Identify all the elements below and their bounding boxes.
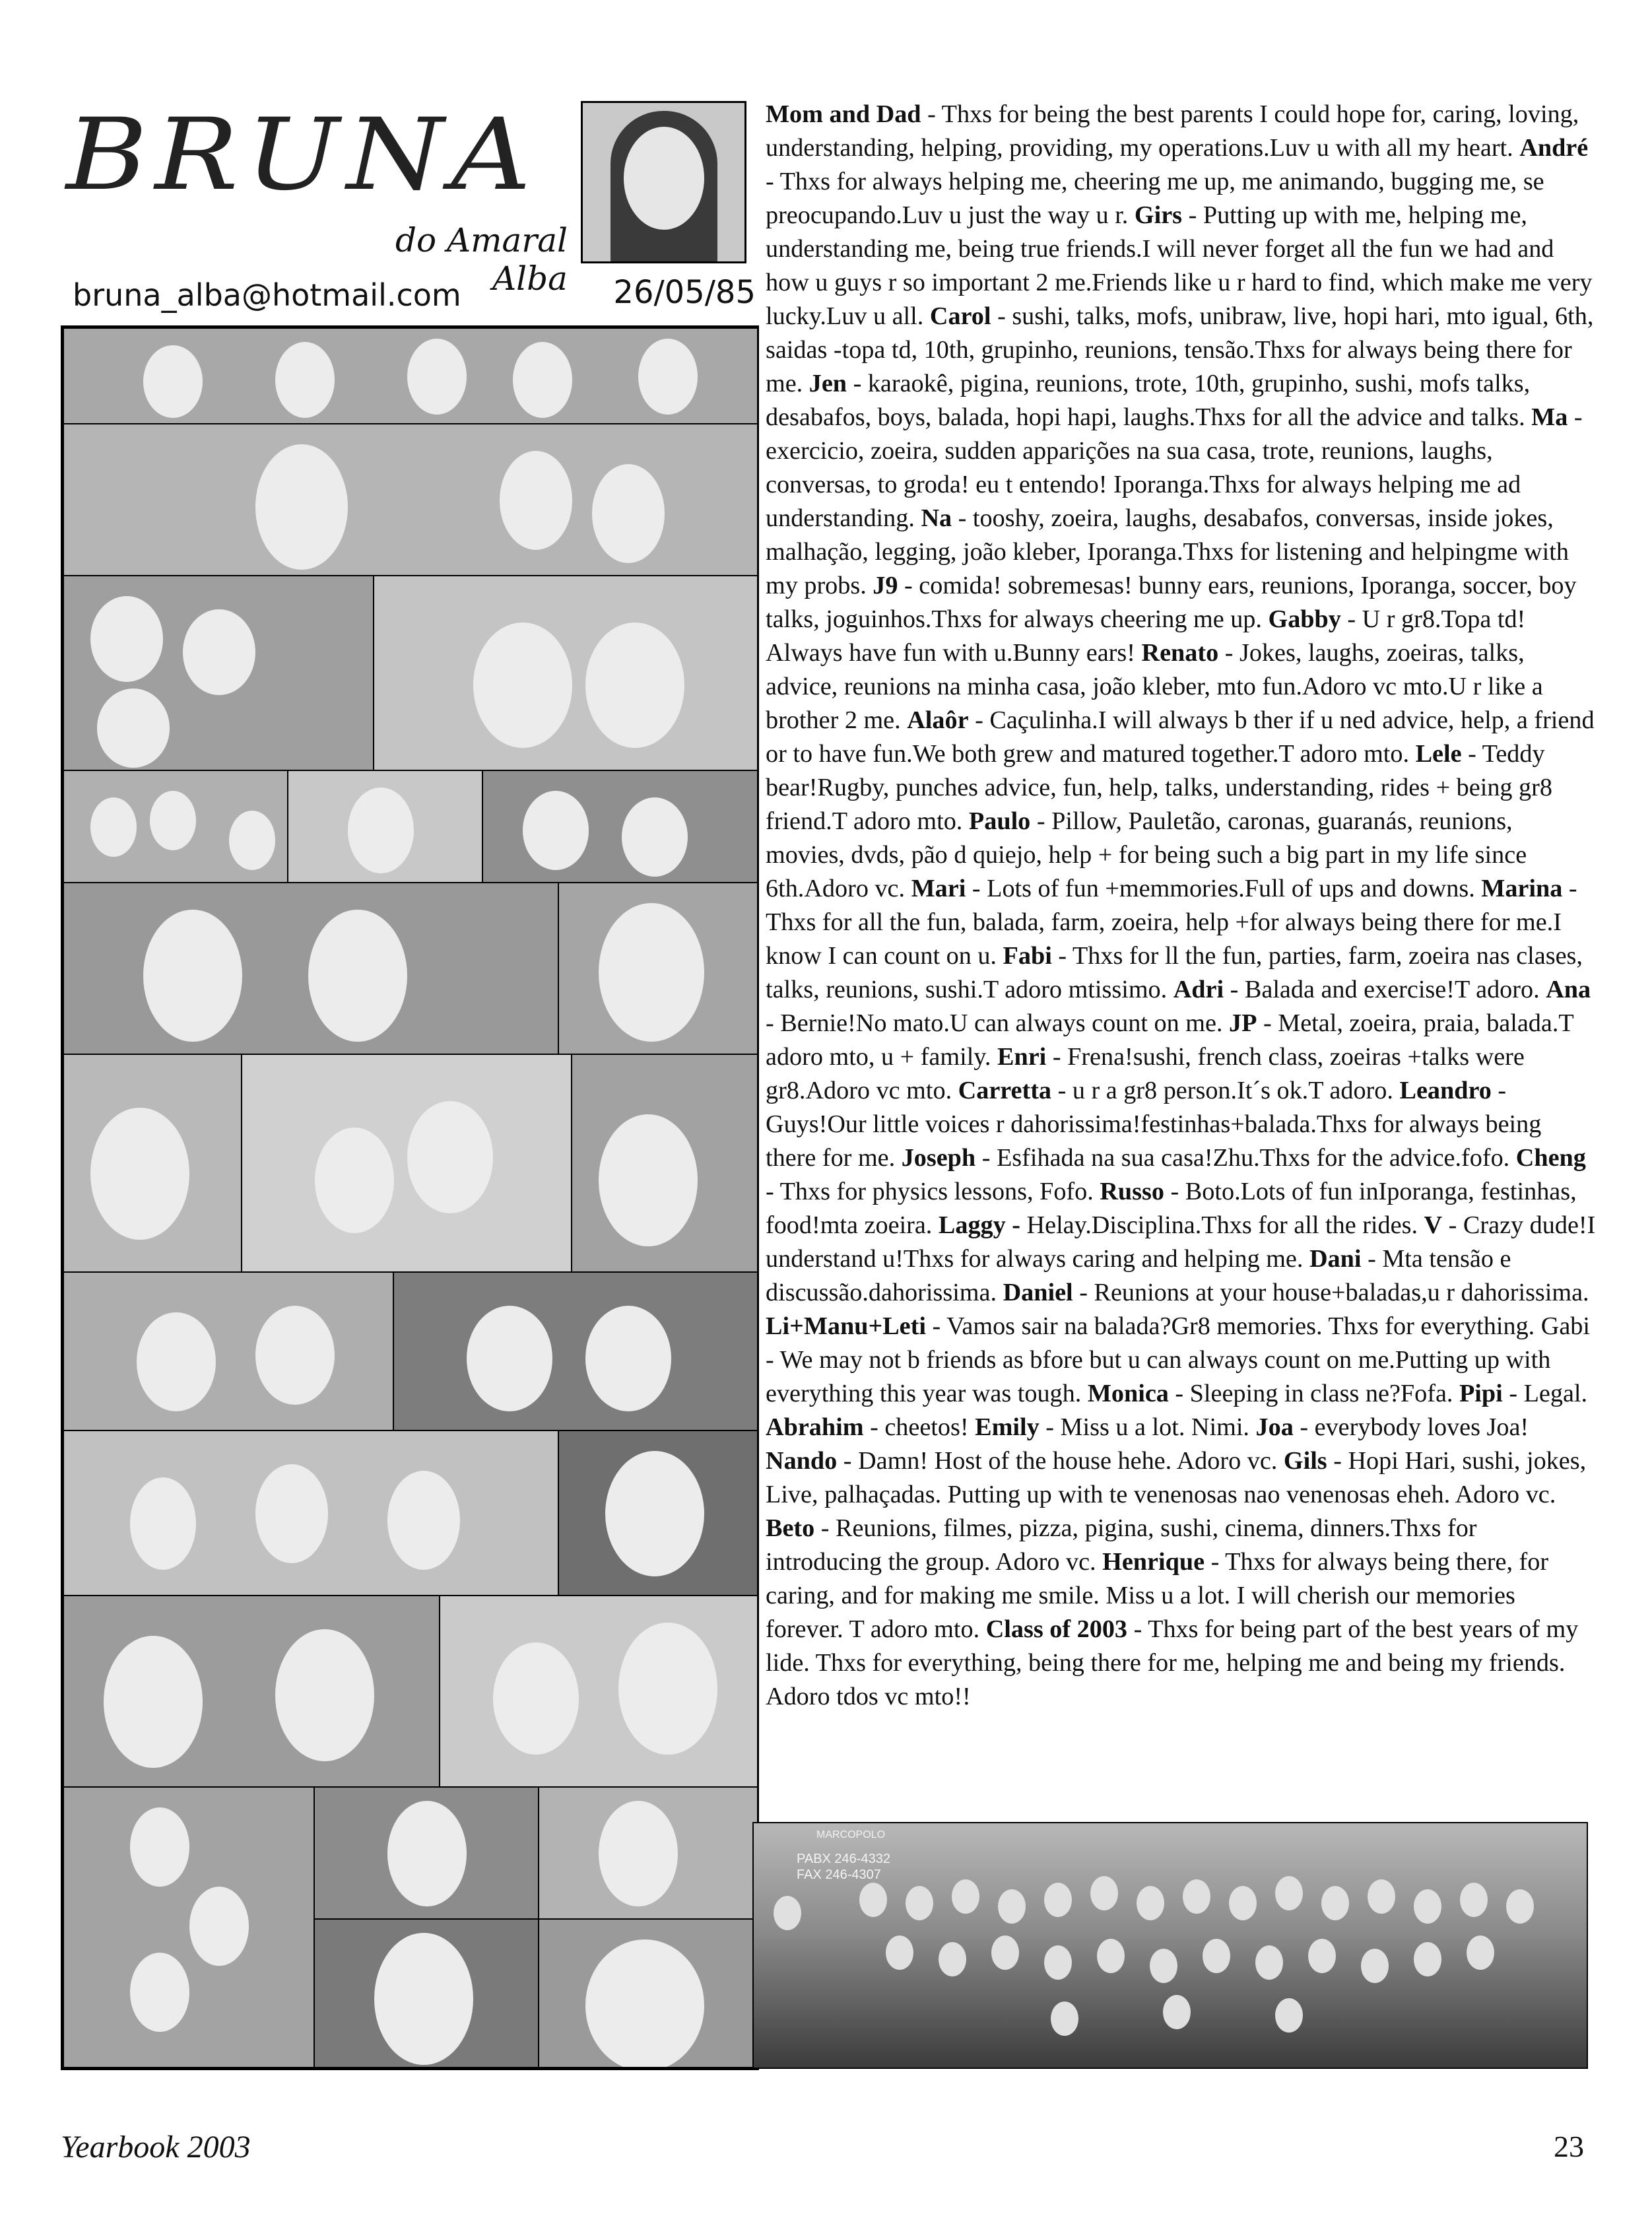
bio-entry-name: Na (921, 504, 952, 532)
bio-entry-name: Emily (975, 1413, 1040, 1441)
collage-photo (287, 770, 484, 885)
bio-entry-name: Li+Manu+Leti (766, 1312, 926, 1340)
bio-entry-name: Adri (1173, 976, 1224, 1003)
bio-entry-name: André (1519, 134, 1589, 162)
bio-entry-text: - Thxs for all the fun, balada, farm, zoeira, help +for always being there for me.I know I can count on u. (766, 875, 1577, 970)
bio-entry-name: Mom and Dad (766, 100, 921, 128)
bio-entry-text: - Thxs for always helping me, cheering me up, me animando, bugging me, se preocupando.Luv u just the way u r. (766, 168, 1544, 229)
bio-entry-text: Helay.Disciplina.Thxs for all the rides. (1020, 1211, 1424, 1239)
bio-entry-text: - Thxs for being part of the best years of my lide. Thxs for everything, being there for me, helping me and being my friends. Adoro tdos vc mto!! (766, 1615, 1579, 1710)
bio-entry-text: - karaokê, pigina, reunions, trote, 10th, grupinho, sushi, mofs talks, desabafos, boys, balada, hopi hapi, laughs.Thxs for all the advice and talks. (766, 370, 1532, 431)
bio-entry-name: Dani (1309, 1245, 1362, 1273)
bio-entry-name: Monica (1087, 1380, 1169, 1407)
bio-entry-name: Girs (1134, 201, 1183, 229)
bio-entry-name: Class of 2003 (985, 1615, 1128, 1643)
bio-entry-text: - Reunions at your house+baladas,u r dahorissima. (1073, 1279, 1589, 1306)
collage-photo (63, 882, 560, 1056)
bio-entry-text: - Guys!Our little voices r dahorissima!festinhas+balada.Thxs for always being there for me. (766, 1077, 1542, 1172)
bio-entry-name: Laggy - (938, 1211, 1020, 1239)
bio-entry-text: - Thxs for being the best parents I could hope for, caring, loving, understanding, helping, providing, my operations.Luv u with all my heart. (766, 100, 1579, 162)
bio-entry-name: Gils (1283, 1447, 1327, 1475)
bio-entry-name: Cheng (1515, 1144, 1586, 1172)
bio-entry-text: - Thxs for always being there, for caring, and for making me smile. Miss u a lot. I will cherish our memories forever. T adoro mto. (766, 1548, 1549, 1643)
bio-entry-text: - Pillow, Pauletão, caronas, guaranás, reunions, movies, dvds, pão d quiejo, help + for being such a big part in my life since 6th.Adoro vc. (766, 807, 1527, 902)
bio-text (766, 98, 1597, 1827)
bio-entry-name: Russo (1100, 1178, 1164, 1205)
bio-entry-name: Marina (1481, 875, 1563, 902)
collage-photo (558, 882, 758, 1056)
collage-photo (482, 770, 758, 885)
collage-photo (314, 1786, 541, 1921)
bio-entry-text: - Caçulinha.I will always b ther if u ned advice, help, a friend or to have fun.We both grew and matured together.T adoro mto. (766, 706, 1595, 768)
bio-entry-name: V (1424, 1211, 1443, 1239)
collage-photo (538, 1918, 758, 2068)
bio-entry-name: Lele (1415, 740, 1462, 768)
class-group-photo (752, 1822, 1588, 2069)
bio-entry-name: Gabby (1268, 605, 1341, 633)
collage-photo (241, 1054, 574, 1274)
collage-photo (63, 327, 758, 426)
bio-entry-text: - exercicio, zoeira, sudden apparições na sua casa, trote, reunions, laughs, conversas, to groda! eu t entendo! Iporanga.Thxs for always helping me ad understanding. (766, 403, 1583, 532)
collage-photo (63, 575, 376, 772)
bio-entry-name: Renato (1141, 639, 1219, 667)
bio-entry-name: J9 (873, 572, 898, 599)
photo-collage (61, 325, 759, 2070)
bio-entry-text: - Vamos sair na balada?Gr8 memories. Thxs for everything. Gabi - We may not b friends as bfore but u can always count on me.Putting up with everything this year was tough. (766, 1312, 1591, 1407)
bio-entry-text: - Putting up with me, helping me, understanding me, being true friends.I will never forget all the fun we had and how u guys r so important 2 me.Friends like u r hard to find, which make me very lucky.Luv u all. (766, 201, 1593, 330)
bio-entry-text: - Legal. (1502, 1380, 1588, 1407)
collage-photo (63, 423, 758, 578)
bio-entry-text: - u r a gr8 person.It´s ok.T adoro. (1051, 1077, 1400, 1104)
bio-entry-name: Carol (929, 302, 991, 330)
bio-entry-name: Fabi (1003, 942, 1052, 970)
bio-entry-name: Daniel (1003, 1279, 1073, 1306)
bio-entry-text: - Esfihada na sua casa!Zhu.Thxs for the advice.fofo. (975, 1144, 1516, 1172)
email-address: bruna_alba@hotmail.com (73, 277, 461, 313)
bio-entry-text: - Sleeping in class ne?Fofa. (1168, 1380, 1459, 1407)
bio-entry-name: Abrahim (766, 1413, 864, 1441)
bio-entry-text: - everybody loves Joa! (1293, 1413, 1529, 1441)
bio-entry-name: Jen (809, 370, 847, 397)
bio-entry-text: - Frena!sushi, french class, zoeiras +talks were gr8.Adoro vc mto. (766, 1043, 1525, 1104)
bio-entry-name: Alaôr (907, 706, 969, 734)
bio-entry-name: Beto (766, 1514, 815, 1542)
collage-photo (63, 1430, 560, 1598)
bio-entry-text: - Jokes, laughs, zoeiras, talks, advice, reunions na minha casa, joão kleber, mto fun.Adoro vc mto.U r like a brother 2 me. (766, 639, 1543, 734)
collage-photo (63, 1786, 316, 2068)
collage-photo (63, 1595, 442, 1789)
page-number: 23 (1554, 2130, 1584, 2163)
bio-entry-name: Ana (1546, 976, 1591, 1003)
bio-entry-text: - tooshy, zoeira, laughs, desabafos, conversas, inside jokes, malhação, legging, joão kleber, Iporanga.Thxs for listening and helpingme with my probs. (766, 504, 1569, 599)
bio-entry-name: Enri (997, 1043, 1047, 1071)
bio-entry-name: Mari (911, 875, 966, 902)
bio-entry-text: - sushi, talks, mofs, unibraw, live, hopi hari, mto igual, 6th, saidas -topa td, 10th, grupinho, reunions, tensão.Thxs for always being there for me. (766, 302, 1594, 397)
publication-name: Yearbook 2003 (61, 2130, 251, 2165)
bio-entry-text: - Crazy dude!I understand u!Thxs for always caring and helping me. (766, 1211, 1596, 1273)
bio-entry-name: Ma (1531, 403, 1568, 431)
collage-photo (63, 770, 290, 885)
bio-entry-text: - Lots of fun +memmories.Full of ups and downs. (966, 875, 1482, 902)
bio-entry-name: Nando (766, 1447, 838, 1475)
bio-entry-text: - Balada and exercise!T adoro. (1224, 976, 1546, 1003)
bio-entry-text: - Hopi Hari, sushi, jokes, Live, palhaçadas. Putting up with te venenosas nao venenosas eheh. Adoro vc. (766, 1447, 1587, 1508)
bio-entry-text: - cheetos! (863, 1413, 975, 1441)
bio-entry-text: - Damn! Host of the house hehe. Adoro vc. (837, 1447, 1284, 1475)
collage-photo (373, 575, 758, 772)
collage-photo (63, 1054, 244, 1274)
bio-entry-text: - Teddy bear!Rugby, punches advice, fun, help, talks, understanding, rides + being gr8 friend.T adoro mto. (766, 740, 1552, 835)
bio-entry-text: - Reunions, filmes, pizza, pigina, sushi, cinema, dinners.Thxs for introducing the group. Adoro vc. (766, 1514, 1477, 1576)
bio-entry-text: - Mta tensão e discussão.dahorissima. (766, 1245, 1511, 1306)
bio-entry-text: - Thxs for physics lessons, Fofo. (766, 1178, 1100, 1205)
bio-entry-name: Leandro (1399, 1077, 1492, 1104)
bio-entry-name: Henrique (1102, 1548, 1205, 1576)
bio-entry-name: Pipi (1459, 1380, 1503, 1407)
bio-entry-text: - U r gr8.Topa td! Always have fun with u.Bunny ears! (766, 605, 1526, 667)
portrait-photo (581, 101, 746, 263)
bio-entry-name: JP (1229, 1009, 1257, 1037)
bus-sign: MARCOPOLO (816, 1829, 886, 1840)
collage-photo (538, 1786, 758, 1921)
collage-photo (393, 1271, 758, 1432)
bio-entry-text: - Metal, zoeira, praia, balada.T adoro mto, u + family. (766, 1009, 1574, 1071)
collage-photo (63, 1271, 395, 1432)
collage-photo (558, 1430, 758, 1598)
bio-entry-name: Carretta (958, 1077, 1052, 1104)
bio-entry-name: Joa (1255, 1413, 1294, 1441)
collage-photo (439, 1595, 758, 1789)
collage-photo (571, 1054, 758, 1274)
collage-photo (314, 1918, 541, 2068)
bio-entry-text: - Boto.Lots of fun inIporanga, festinhas, food!mta zoeira. (766, 1178, 1577, 1239)
bio-entry-text: - comida! sobremesas! bunny ears, reunions, Iporanga, soccer, boy talks, joguinhos.Thxs for always cheering me up. (766, 572, 1577, 633)
bio-entry-text: - Bernie!No mato.U can always count on me. (766, 1009, 1230, 1037)
bio-entry-text: - Thxs for ll the fun, parties, farm, zoeira nas clases, talks, reunions, sushi.T adoro mtissimo. (766, 942, 1583, 1003)
bus-phone: PABX 246-4332 FAX 246-4307 (797, 1852, 890, 1882)
bio-entry-name: Joseph (901, 1144, 976, 1172)
birthdate: 26/05/85 (613, 274, 756, 311)
bio-entry-text: - Miss u a lot. Nimi. (1039, 1413, 1256, 1441)
student-name: BRUNA (66, 98, 539, 213)
bio-entry-name: Paulo (968, 807, 1031, 835)
student-surname: do Amaral Alba (395, 221, 568, 298)
